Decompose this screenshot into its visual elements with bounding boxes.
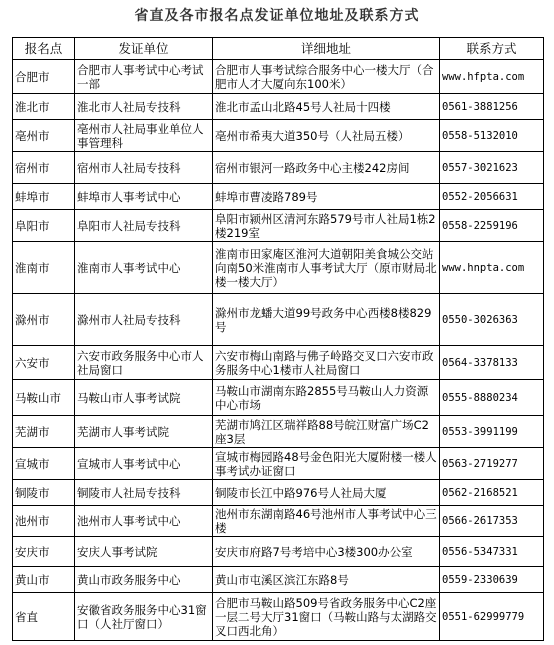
cell-address: 合肥市人事考试综合服务中心一楼大厅（合肥市人才大厦向东100米） bbox=[213, 60, 440, 94]
cell-address: 亳州市希夷大道350号（人社局五楼） bbox=[213, 120, 440, 152]
cell-site: 阜阳市 bbox=[13, 210, 75, 242]
cell-unit: 芜湖市人事考试院 bbox=[75, 416, 213, 448]
cell-contact: www.hnpta.com bbox=[440, 242, 544, 294]
cell-unit: 池州市人事考试中心 bbox=[75, 506, 213, 537]
cell-contact: 0562-2168521 bbox=[440, 480, 544, 506]
cell-site: 铜陵市 bbox=[13, 480, 75, 506]
cell-site: 安庆市 bbox=[13, 537, 75, 567]
cell-site: 马鞍山市 bbox=[13, 380, 75, 416]
cell-address: 安庆市府路7号考培中心3楼300办公室 bbox=[213, 537, 440, 567]
cell-site: 芜湖市 bbox=[13, 416, 75, 448]
cell-unit: 阜阳市人社局专技科 bbox=[75, 210, 213, 242]
cell-address: 淮南市田家庵区淮河大道朝阳美食城公交站向南50米淮南市人事考试大厅（原市财局北楼一楼大厅） bbox=[213, 242, 440, 294]
cell-contact: 0566-2617353 bbox=[440, 506, 544, 537]
cell-address: 蚌埠市曹凌路789号 bbox=[213, 184, 440, 210]
cell-site: 宿州市 bbox=[13, 152, 75, 184]
cell-unit: 滁州市人社局专技科 bbox=[75, 294, 213, 346]
cell-contact: 0558-5132010 bbox=[440, 120, 544, 152]
cell-unit: 宿州市人社局专技科 bbox=[75, 152, 213, 184]
cell-address: 马鞍山市湖南东路2855号马鞍山人力资源中心市场 bbox=[213, 380, 440, 416]
cell-address: 铜陵市长江中路976号人社局大厦 bbox=[213, 480, 440, 506]
cell-site: 池州市 bbox=[13, 506, 75, 537]
table-row bbox=[13, 242, 544, 294]
cell-site: 黄山市 bbox=[13, 567, 75, 593]
table-row bbox=[13, 120, 544, 152]
cell-contact: 0550-3026363 bbox=[440, 294, 544, 346]
cell-unit: 淮南市人事考试中心 bbox=[75, 242, 213, 294]
cell-contact: 0551-62999779 bbox=[440, 593, 544, 641]
table-row bbox=[13, 60, 544, 94]
cell-site: 淮南市 bbox=[13, 242, 75, 294]
cell-contact: 0561-3881256 bbox=[440, 94, 544, 120]
table-row bbox=[13, 593, 544, 641]
cell-unit: 亳州市人社局事业单位人事管理科 bbox=[75, 120, 213, 152]
cell-contact: 0559-2330639 bbox=[440, 567, 544, 593]
table-row bbox=[13, 94, 544, 120]
cell-site: 滁州市 bbox=[13, 294, 75, 346]
cell-site: 淮北市 bbox=[13, 94, 75, 120]
cell-contact: www.hfpta.com bbox=[440, 60, 544, 94]
cell-unit: 六安市政务服务中心市人社局窗口 bbox=[75, 346, 213, 380]
cell-site: 宣城市 bbox=[13, 448, 75, 480]
cell-site: 省直 bbox=[13, 593, 75, 641]
cell-address: 芜湖市鸠江区瑞祥路88号皖江财富广场C2座3层 bbox=[213, 416, 440, 448]
cell-contact: 0553-3991199 bbox=[440, 416, 544, 448]
cell-address: 合肥市马鞍山路509号省政务服务中心C2座一层二号大厅31窗口（马鞍山路与太湖路交叉口西北角） bbox=[213, 593, 440, 641]
cell-unit: 铜陵市人社局专技科 bbox=[75, 480, 213, 506]
table-row bbox=[13, 567, 544, 593]
table-row bbox=[13, 416, 544, 448]
table-row bbox=[13, 506, 544, 537]
table-row bbox=[13, 210, 544, 242]
cell-unit: 宣城市人事考试中心 bbox=[75, 448, 213, 480]
header-address: 详细地址 bbox=[213, 38, 440, 60]
cell-unit: 淮北市人社局专技科 bbox=[75, 94, 213, 120]
table-row bbox=[13, 380, 544, 416]
cell-address: 滁州市龙蟠大道99号政务中心西楼8楼829号 bbox=[213, 294, 440, 346]
cell-contact: 0563-2719277 bbox=[440, 448, 544, 480]
cell-address: 阜阳市颍州区清河东路579号市人社局1栋2楼219室 bbox=[213, 210, 440, 242]
cell-address: 宣城市梅园路48号金色阳光大厦附楼一楼人事考试办证窗口 bbox=[213, 448, 440, 480]
page-title: 省直及各市报名点发证单位地址及联系方式 bbox=[134, 8, 420, 24]
cell-unit: 安庆人事考试院 bbox=[75, 537, 213, 567]
cell-contact: 0557-3021623 bbox=[440, 152, 544, 184]
table-row bbox=[13, 184, 544, 210]
cell-unit: 蚌埠市人事考试中心 bbox=[75, 184, 213, 210]
table-row bbox=[13, 294, 544, 346]
cell-contact: 0555-8880234 bbox=[440, 380, 544, 416]
header-unit: 发证单位 bbox=[75, 38, 213, 60]
table-header-row bbox=[13, 38, 544, 60]
table-row bbox=[13, 537, 544, 567]
header-contact: 联系方式 bbox=[440, 38, 544, 60]
cell-contact: 0552-2056631 bbox=[440, 184, 544, 210]
cell-contact: 0564-3378133 bbox=[440, 346, 544, 380]
cell-address: 六安市梅山南路与佛子岭路交叉口六安市政务服务中心1楼市人社局窗口 bbox=[213, 346, 440, 380]
cell-unit: 马鞍山市人事考试院 bbox=[75, 380, 213, 416]
cell-address: 淮北市孟山北路45号人社局十四楼 bbox=[213, 94, 440, 120]
table-row bbox=[13, 346, 544, 380]
cell-unit: 合肥市人事考试中心考试一部 bbox=[75, 60, 213, 94]
table-row bbox=[13, 448, 544, 480]
cell-site: 六安市 bbox=[13, 346, 75, 380]
cell-unit: 黄山市政务服务中心 bbox=[75, 567, 213, 593]
cell-site: 合肥市 bbox=[13, 60, 75, 94]
cell-address: 黄山市屯溪区滨江东路8号 bbox=[213, 567, 440, 593]
table-row bbox=[13, 480, 544, 506]
table-row bbox=[13, 152, 544, 184]
cell-unit: 安徽省政务服务中心31窗口（人社厅窗口） bbox=[75, 593, 213, 641]
contact-table bbox=[12, 37, 544, 641]
cell-site: 亳州市 bbox=[13, 120, 75, 152]
cell-site: 蚌埠市 bbox=[13, 184, 75, 210]
cell-contact: 0558-2259196 bbox=[440, 210, 544, 242]
cell-address: 宿州市银河一路政务中心主楼242房间 bbox=[213, 152, 440, 184]
header-site: 报名点 bbox=[13, 38, 75, 60]
cell-address: 池州市东湖南路46号池州市人事考试中心三楼 bbox=[213, 506, 440, 537]
cell-contact: 0556-5347331 bbox=[440, 537, 544, 567]
